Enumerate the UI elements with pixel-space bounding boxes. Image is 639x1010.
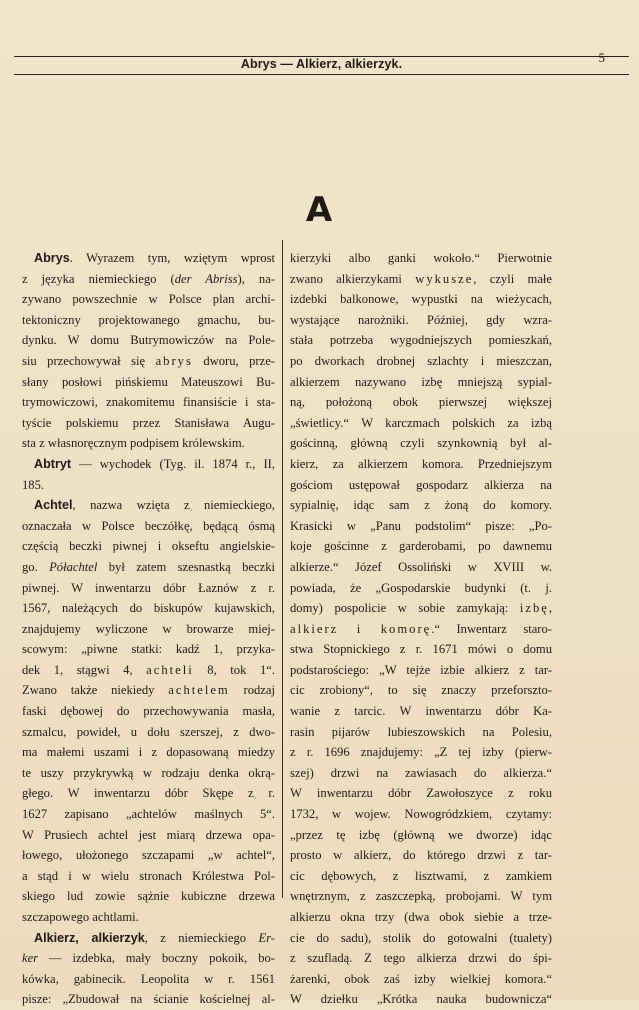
text-run: Półachtel <box>49 559 98 574</box>
text-line <box>22 660 275 681</box>
text-run: z szufladą. Z tego alkierza drzwi do śpi- <box>290 951 552 966</box>
text-line <box>22 866 275 887</box>
text-line <box>22 269 275 290</box>
text-run: abrys <box>155 353 193 368</box>
text-run: Zwano także niekiedy <box>22 683 169 698</box>
text-line <box>22 351 275 372</box>
text-line <box>22 372 275 393</box>
text-line <box>290 330 552 351</box>
text-line <box>22 948 275 969</box>
text-run: scowym: „piwne statki: kadź 1, przyka- <box>22 642 275 657</box>
text-run: W Prusiech achtel jest miarą drzewa opa- <box>22 827 275 842</box>
text-run: powiada, że „Gospodarskie budynki (t. j. <box>290 580 552 595</box>
text-run: a stąd i w wielu stronach Królestwa Pol- <box>22 868 275 883</box>
text-run: faski dębowej do przechowywania masła, <box>22 704 275 719</box>
text-line <box>290 392 552 413</box>
text-line <box>22 804 275 825</box>
text-run: , z niemieckiego <box>144 930 259 945</box>
text-line <box>22 392 275 413</box>
text-line <box>22 516 275 537</box>
text-run: W inwentarzu dóbr Zawołoszyce z roku <box>290 786 552 801</box>
text-line <box>290 578 552 599</box>
text-run: ), na- <box>237 271 276 286</box>
text-line <box>290 289 552 310</box>
text-line <box>22 433 275 454</box>
text-run: „przez tę izbę (główną we dworze) idąc <box>290 827 552 842</box>
text-run: 1627 zapisano „achtelów maślnych 5“. <box>22 807 275 822</box>
text-line <box>22 557 275 578</box>
text-run: — izdebka, mały boczny pokoik, bo- <box>38 951 275 966</box>
text-line <box>22 639 275 660</box>
text-run: ma małemi uszami i z dopasowaną miedzy <box>22 745 275 760</box>
running-title: Abrys — Alkierz, alkierzyk. <box>240 57 403 71</box>
text-line <box>290 660 552 681</box>
text-line <box>290 413 552 434</box>
text-run: szczapowego achtlami. <box>22 910 139 924</box>
text-line <box>22 536 275 557</box>
text-line <box>290 557 552 578</box>
text-run: 1567, należących do biskupów kujawskich, <box>22 601 275 616</box>
text-run: kierz, za alkierzem komora. Przedniejszym <box>290 456 552 471</box>
text-line <box>22 680 275 701</box>
text-run: — wychodek (Tyg. il. 1874 r., II, <box>71 456 275 471</box>
text-line <box>290 516 552 537</box>
left-column <box>22 248 275 1010</box>
text-run: cic dębowych, z lisztwami, z zamkiem <box>290 868 552 883</box>
text-run: z r. 1696 znajdujemy: „Z tej izby (pierw- <box>290 745 552 760</box>
text-line <box>22 701 275 722</box>
text-run: trymowiczowi, znakomitemu finansiście i sta- <box>22 395 275 410</box>
text-line <box>22 330 275 351</box>
text-run: skiego lud zowie sążnie kubiczne drzewa <box>22 889 275 904</box>
text-run: słany posłowi pińskiemu Mateuszowi Bu- <box>22 374 275 389</box>
text-run: piwnej. W inwentarzu dóbr Łaznów z r. <box>22 580 275 595</box>
text-run: prosto w alkierz, do którego drzwi z tar- <box>290 848 552 863</box>
text-run: znajdujemy wyliczone w browarze miej- <box>22 621 275 636</box>
text-line <box>22 475 275 496</box>
text-run: rasin pijarów lubieszowskich na Polesiu, <box>290 724 552 739</box>
text-line <box>290 248 552 269</box>
text-line <box>290 639 552 660</box>
text-line <box>22 310 275 331</box>
text-line <box>290 598 552 619</box>
text-run: głego. W inwentarzu dóbr Skępe z r. <box>22 786 275 801</box>
text-run: Krasicki w „Panu podstolim“ pisze: „Po- <box>290 518 552 533</box>
header-rule-bottom <box>14 74 629 75</box>
text-run: podstarościego: „W tejże izbie alkierz z tar- <box>290 662 552 677</box>
text-line <box>290 454 552 475</box>
text-run: domy) pospolicie w sobie zamykają: <box>290 601 520 616</box>
text-run: , nazwa wzięta z niemieckiego, <box>72 498 275 513</box>
text-run: kierzyki albo ganki wokoło.“ Pierwotnie <box>290 251 552 265</box>
text-line <box>290 372 552 393</box>
text-line <box>290 783 552 804</box>
text-run: achteli <box>146 662 194 677</box>
text-run: , czyli małe <box>473 271 552 286</box>
text-line <box>22 619 275 640</box>
text-run: cic zrobiony“, to się znaczy przeforszto- <box>290 683 552 698</box>
text-line <box>22 783 275 804</box>
entry-headword: Achtel <box>34 498 73 513</box>
text-run: zwano alkierzykami <box>290 271 416 286</box>
text-line <box>22 578 275 599</box>
text-run: sta z własnoręcznym podpisem królewskim. <box>22 436 245 451</box>
text-line <box>290 928 552 949</box>
text-run: gościom ustępował gospodarz alkierza na <box>290 477 552 492</box>
text-line <box>22 598 275 619</box>
entry-headword: Alkierz, alkierzyk <box>34 930 145 945</box>
text-line <box>290 825 552 846</box>
page-number: 5 <box>598 50 605 65</box>
text-run: W dziełku „Krótka nauka budownicza“ <box>290 992 552 1007</box>
text-run: oznaczała w Polsce beczółkę, będącą ósmą <box>22 518 275 533</box>
text-run: 8, tok 1“. <box>193 662 275 677</box>
text-run: izbę <box>519 601 549 616</box>
text-run: gościnną, główną czyli szynkownią był al- <box>290 436 552 451</box>
text-run: częścią beczki piwnej i okseftu angielskie- <box>22 539 275 554</box>
text-run: szej) drzwi na zawiasach do alkierza.“ <box>290 765 552 780</box>
text-run: tektoniczny projektowanego gmachu, bu- <box>22 312 275 327</box>
text-line <box>290 886 552 907</box>
text-line <box>290 948 552 969</box>
text-run: po dworkach drobnej szlachty i mieszczan, <box>290 353 552 368</box>
text-run: achtelem <box>168 683 230 698</box>
text-run: zywano powszechnie w Polsce plan archi- <box>22 292 275 307</box>
text-run: ker <box>22 951 39 966</box>
text-line <box>22 742 275 763</box>
text-line <box>22 413 275 434</box>
column-divider <box>282 240 283 898</box>
text-run: łowego, ułożonego szczapami „w achtel“, <box>22 848 275 863</box>
text-line <box>290 866 552 887</box>
text-run: pisze: „Zbudował na ścianie kościelnej al- <box>22 992 275 1007</box>
text-run: go. <box>22 559 50 574</box>
right-column <box>290 248 552 1010</box>
text-run: Er- <box>258 930 275 945</box>
text-run: alkierzem nazywano izbę mniejszą sypial- <box>290 374 552 389</box>
text-run: te uszy przykrywką w rodzaju denka okrą- <box>22 765 275 780</box>
text-line <box>290 310 552 331</box>
text-run: siu przechowywał się <box>22 353 156 368</box>
text-run: .“ Inwentarz staro- <box>431 621 552 636</box>
text-run: był zatem szesnastką beczki <box>97 559 275 574</box>
text-run: wanie z tarcic. W inwentarzu dóbr Ka- <box>290 704 552 719</box>
text-run: sypialnię, idąc sam z żoną do komory. <box>290 498 552 513</box>
text-line <box>22 763 275 784</box>
text-line <box>290 845 552 866</box>
entry-headword: Abtryt <box>34 456 72 471</box>
text-run: tyście polskiemu przez Stanisława Augu- <box>22 415 275 430</box>
text-line <box>22 495 275 516</box>
text-line <box>22 722 275 743</box>
text-line <box>290 619 552 640</box>
text-run: wystające narożniki. Później, gdy wzra- <box>290 312 552 327</box>
text-run: . Wyrazem tym, wziętym wprost <box>69 251 275 265</box>
text-run: alkierz i komorę <box>290 621 432 636</box>
text-run: stała potrzeba wygodniejszych pomieszkań, <box>290 333 552 348</box>
text-run: dek 1, stągwi 4, <box>22 662 147 677</box>
text-line <box>22 454 275 475</box>
text-run: wnętrznym, z zaszczepką, probojami. W tym <box>290 889 552 904</box>
text-run: alkierzu okna trzy (dwa obok siebie a trze- <box>290 910 552 924</box>
text-line <box>290 907 552 928</box>
text-line <box>290 701 552 722</box>
text-run: wykusze <box>415 271 474 286</box>
text-line <box>290 475 552 496</box>
text-line <box>22 907 275 928</box>
text-run: 1732, w wojew. Nowogródzkiem, czytamy: <box>290 807 552 822</box>
text-line <box>290 433 552 454</box>
text-run: dynku. W domu Butrymowiczów na Pole- <box>22 333 275 348</box>
text-line <box>290 269 552 290</box>
text-run: cie do sadu), stolik do gotowalni (tualety) <box>290 930 552 945</box>
text-line <box>290 763 552 784</box>
text-line <box>290 680 552 701</box>
text-line <box>22 845 275 866</box>
text-line <box>290 742 552 763</box>
text-line <box>22 886 275 907</box>
text-run: kówka, gabinecik. Leopolita w r. 1561 <box>22 971 275 986</box>
section-letter: A <box>305 190 334 230</box>
text-run: izdebki balkonowe, wypustki na wieżycach, <box>290 292 552 307</box>
text-run: der Abriss <box>174 271 238 286</box>
text-run: alkierze.“ Józef Ossoliński w XVIII w. <box>290 559 552 574</box>
running-header <box>14 52 629 76</box>
text-run: szmalcu, powideł, u dołu szerszej, z dwo- <box>22 724 275 739</box>
text-run: żarenki, obok zaś izby wielkiej komora.“ <box>290 971 552 986</box>
text-line <box>290 969 552 990</box>
text-run: 185. <box>22 477 45 492</box>
text-line <box>290 536 552 557</box>
text-line <box>290 804 552 825</box>
text-line <box>22 825 275 846</box>
text-line <box>290 351 552 372</box>
text-run: dworu, prze- <box>192 353 275 368</box>
entry-headword: Abrys <box>34 251 70 265</box>
text-line <box>290 722 552 743</box>
text-run: stwa Stopnickiego z r. 1671 mówi o domu <box>290 642 552 657</box>
text-run: ną, położoną obok pierwszej większej <box>290 395 552 410</box>
text-run: „świetlicy.“ W karczmach polskich za izbą <box>290 415 552 430</box>
text-line <box>22 928 275 949</box>
text-run: koje gościnne z garderobami, po dawnemu <box>290 539 552 554</box>
text-run: z języka niemieckiego ( <box>22 271 175 286</box>
text-line <box>22 248 275 269</box>
text-line <box>22 969 275 990</box>
text-run: , <box>548 601 552 616</box>
text-run: rodzaj <box>229 683 275 698</box>
text-line <box>290 495 552 516</box>
text-line <box>22 289 275 310</box>
